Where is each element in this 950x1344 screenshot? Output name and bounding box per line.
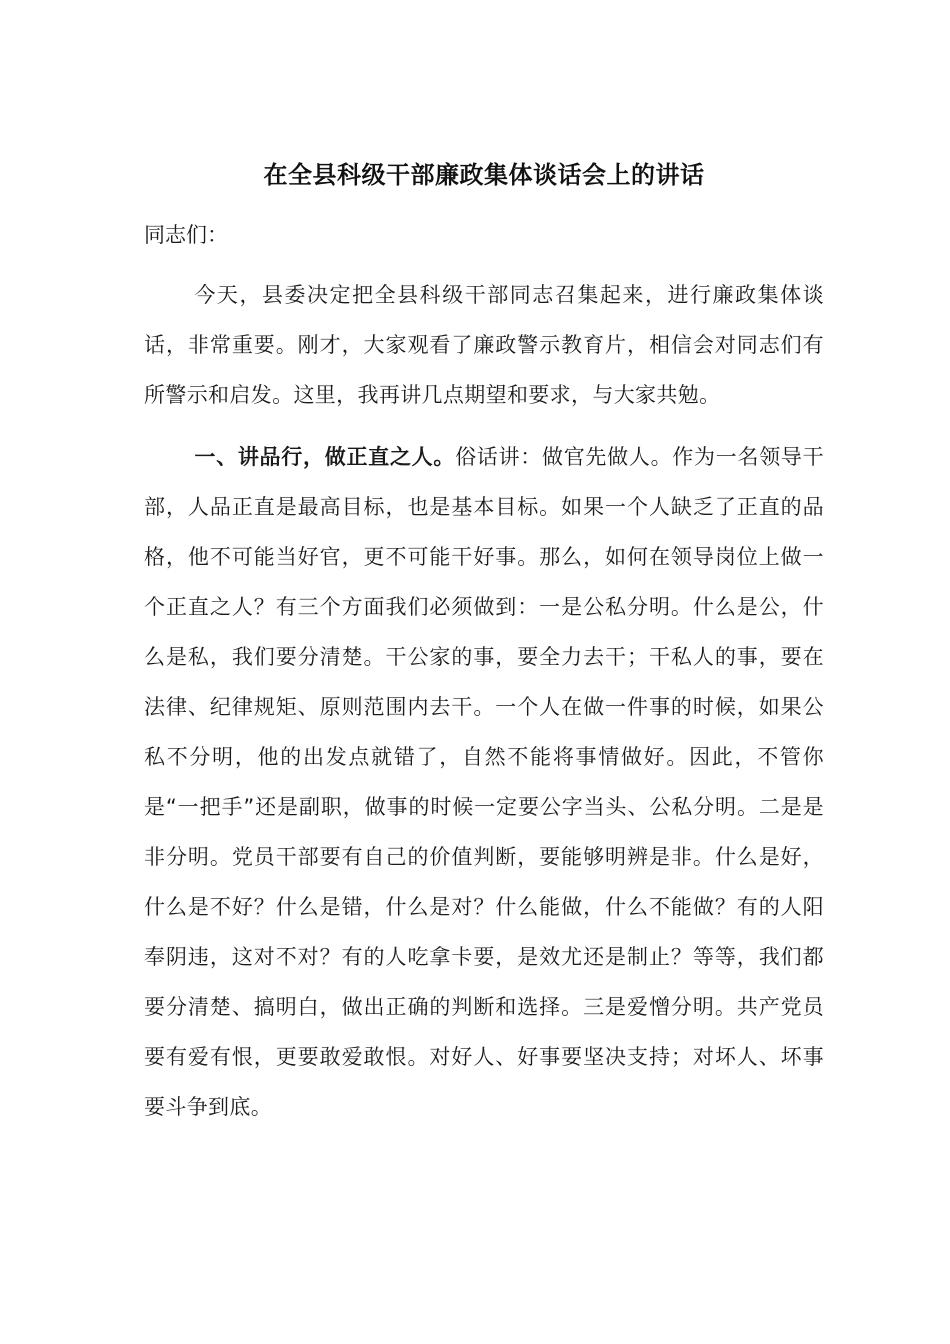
paragraph-section-1 (144, 432, 824, 1132)
document-page (144, 150, 824, 1132)
section-heading: 一、讲品行，做正直之人。 (194, 445, 456, 469)
paragraph-text: 俗话讲：做官先做人。作为一名领导干部，人品正直是最高目标，也是基本目标。如果一个人缺乏了正直的品格，他不可能当好官，更不可能干好事。那么，如何在领导岗位上做一个正直之人？有三个方面我们必须做到：一是公私分明。什么是公，什么是私，我们要分清楚。干公家的事，要全力去干；干私人的事，要在法律、纪律规矩、原则范围内去干。一个人在做一件事的时候，如果公私不分明，他的出发点就错了，自然不能将事情做好。因此，不管你是“一把手”还是副职，做事的时候一定要公字当头、公私分明。二是是非分明。党员干部要有自己的价值判断，要能够明辨是非。什么是好，什么是不好？什么是错，什么是对？什么能做，什么不能做？有的人阳奉阴违，这对不对？有的人吃拿卡要，是效尤还是制止？等等，我们都要分清楚、搞明白，做出正确的判断和选择。三是爱憎分明。共产党员要有爱有恨，更要敢爱敢恨。对好人、好事要坚决支持；对坏人、坏事要斗争到底。 (144, 445, 824, 1119)
paragraph-intro (144, 270, 824, 420)
document-title: 在全县科级干部廉政集体谈话会上的讲话 (263, 161, 705, 189)
salutation: 同志们： (144, 223, 228, 247)
paragraph-text: 今天，县委决定把全县科级干部同志召集起来，进行廉政集体谈话，非常重要。刚才，大家观看了廉政警示教育片，相信会对同志们有所警示和启发。这里，我再讲几点期望和要求，与大家共勉。 (144, 283, 824, 407)
